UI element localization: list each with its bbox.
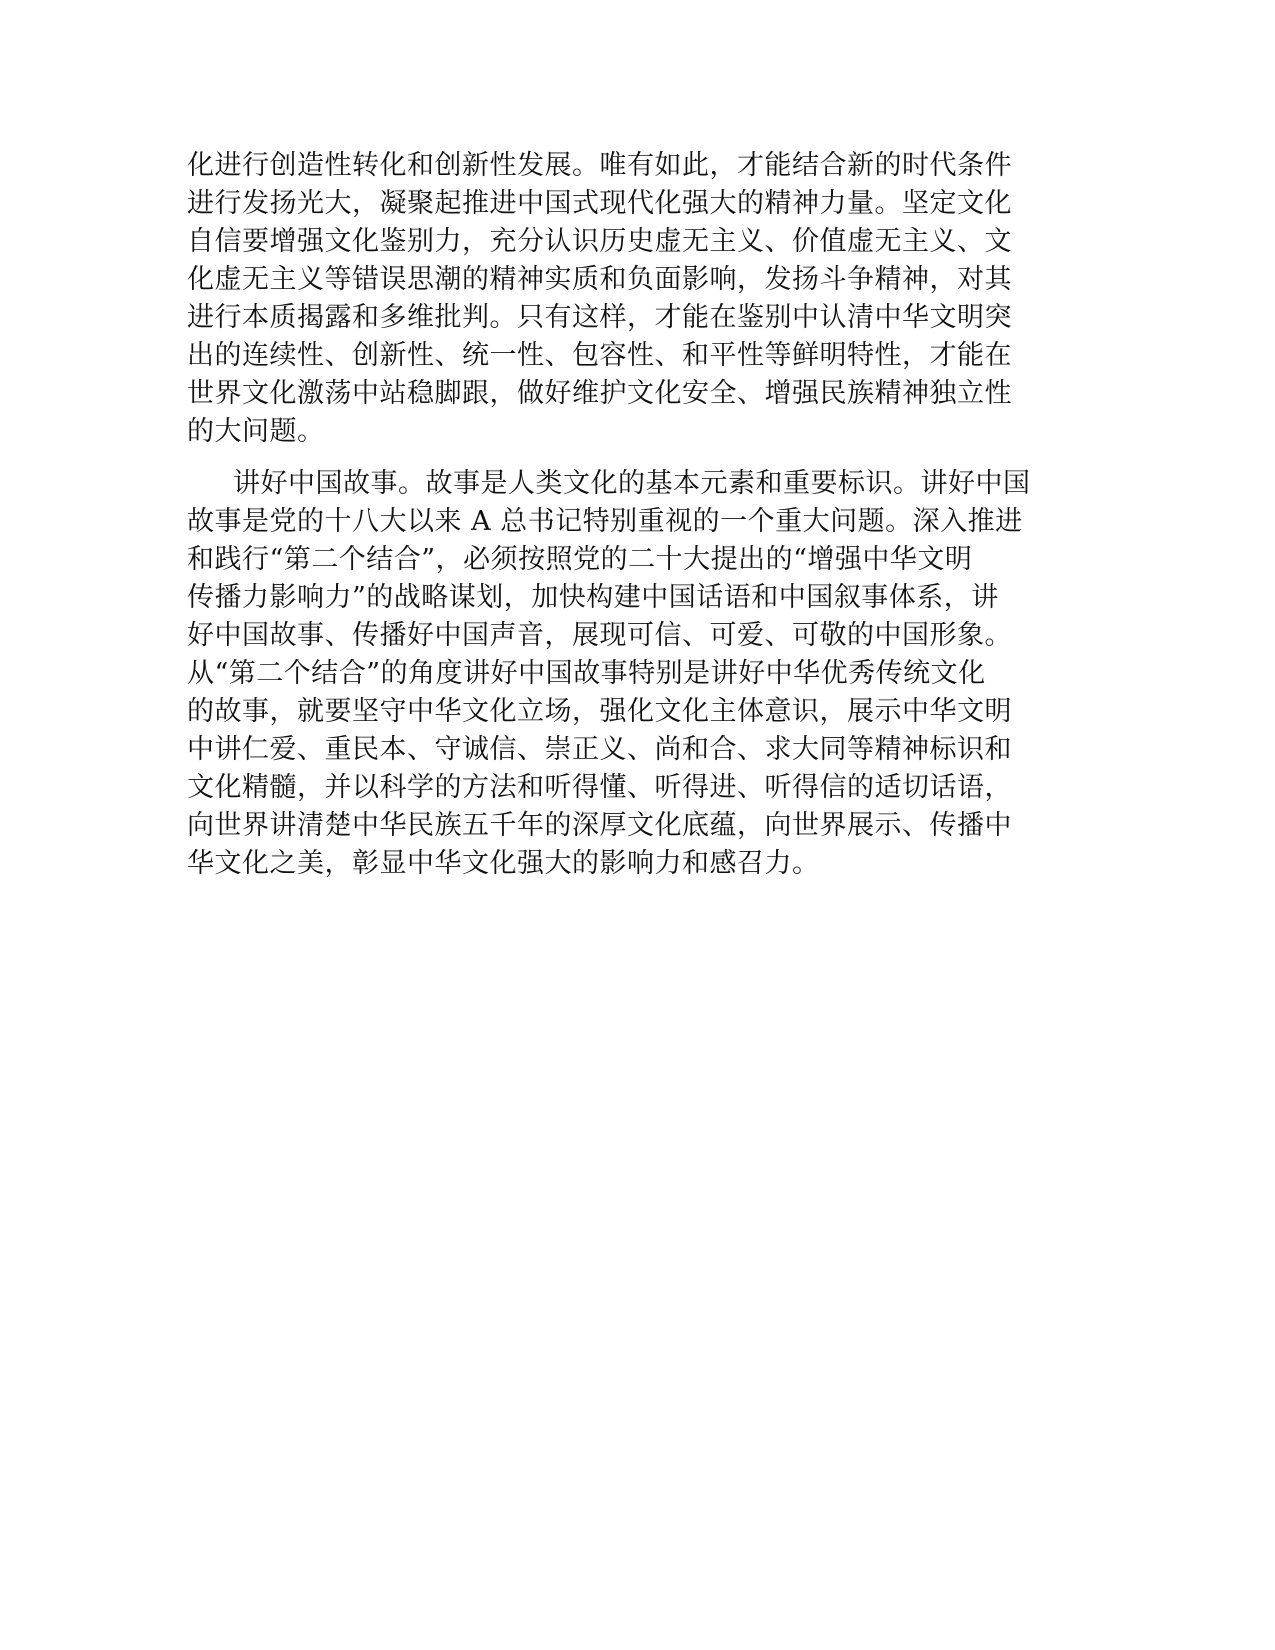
- paragraph-2: [187, 465, 1077, 883]
- text-line: 故事是党的十八大以来 A 总书记特别重视的一个重大问题。深入推进: [187, 506, 1023, 537]
- text-line: 化虚无主义等错误思潮的精神实质和负面影响，发扬斗争精神，对其: [187, 264, 1012, 295]
- text-line: 进行本质揭露和多维批判。只有这样，才能在鉴别中认清中华文明突: [187, 302, 1012, 333]
- text-line: 好中国故事、传播好中国声音，展现可信、可爱、可敬的中国形象。: [187, 620, 1012, 651]
- document-body: [187, 147, 1077, 883]
- text-line: 文化精髓，并以科学的方法和听得懂、听得进、听得信的适切话语，: [187, 772, 1012, 803]
- text-line: 化进行创造性转化和创新性发展。唯有如此，才能结合新的时代条件: [187, 150, 1012, 181]
- text-line: 的故事，就要坚守中华文化立场，强化文化主体意识，展示中华文明: [187, 696, 1012, 727]
- text-line: 传播力影响力”的战略谋划，加快构建中国话语和中国叙事体系，讲: [187, 582, 999, 613]
- text-line: 出的连续性、创新性、统一性、包容性、和平性等鲜明特性，才能在: [187, 340, 1012, 371]
- text-line: 世界文化激荡中站稳脚跟，做好维护文化安全、增强民族精神独立性: [187, 378, 1012, 409]
- text-line: 中讲仁爱、重民本、守诚信、崇正义、尚和合、求大同等精神标识和: [187, 734, 1012, 765]
- text-line: 和践行“第二个结合”，必须按照党的二十大提出的“增强中华文明: [187, 544, 973, 575]
- text-line: 华文化之美，彰显中华文化强大的影响力和感召力。: [187, 848, 820, 879]
- text-line: 讲好中国故事。故事是人类文化的基本元素和重要标识。讲好中国: [233, 468, 1031, 499]
- text-line: 向世界讲清楚中华民族五千年的深厚文化底蕴，向世界展示、传播中: [187, 810, 1012, 841]
- paragraph-1: [187, 147, 1077, 451]
- text-line: 的大问题。: [187, 416, 325, 447]
- text-line: 从“第二个结合”的角度讲好中国故事特别是讲好中华优秀传统文化: [187, 658, 986, 689]
- text-line: 自信要增强文化鉴别力，充分认识历史虚无主义、价值虚无主义、文: [187, 226, 1012, 257]
- paragraph-spacer: [187, 451, 1077, 465]
- text-line: 进行发扬光大，凝聚起推进中国式现代化强大的精神力量。坚定文化: [187, 188, 1012, 219]
